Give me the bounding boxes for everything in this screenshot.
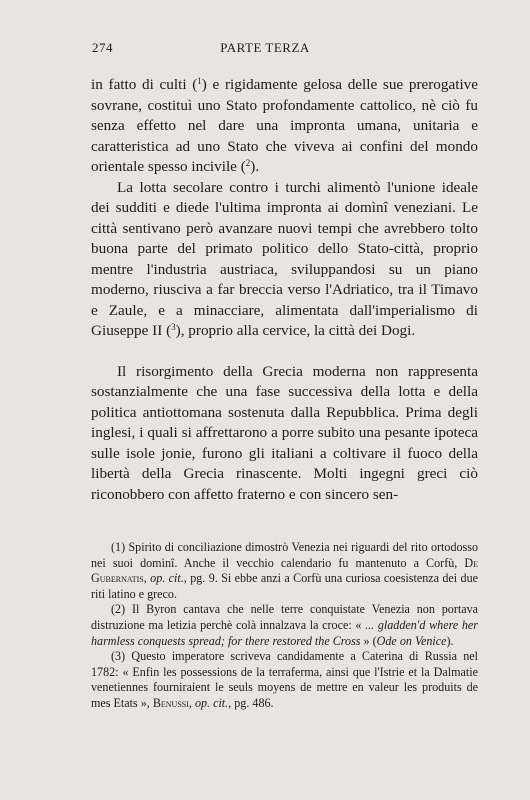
footnote-3 xyxy=(91,649,478,711)
footnote-2-work-title: Ode on Venice xyxy=(376,633,447,648)
main-text xyxy=(91,75,478,505)
footnote-ref-1: 1 xyxy=(197,76,202,86)
footnote-3-text-b: , xyxy=(188,695,195,710)
footnote-3-marker: (3) xyxy=(111,649,126,664)
paragraph-3: Il risorgimento della Grecia moderna non rappresenta sostanzialmente che una fase successiva della lotta e della politica antiottomana sostenuta dalla Repubblica. Prima degli inglesi, i quali si affrettarono a porre subito una pesante ipoteca sulle isole jonie, furono gli italiani a coltivare il fuoco della libertà della Grecia rinascente. Molti ingegni greci ciò riconobbero con affetto fraterno e con sincero sen- xyxy=(91,362,478,503)
footnote-1-text-a: Spirito di conciliazione dimostrò Venezia nei riguardi del rito ortodosso nei suoi domìnî. Anche il vecchio calendario fu mantenuto a Corfù, xyxy=(91,540,478,570)
p1-text-a: in fatto di culti ( xyxy=(91,76,198,93)
footnote-2-marker: (2) xyxy=(111,602,126,617)
p2-text-a: La lotta secolare contro i turchi alimentò l'unione ideale dei sudditi e diede l'ultima impronta ai domìnî veneziani. Le città sentivano però avanzare nuovi tempi che avrebbero tolto buona parte del primato politico dello Stato-città, proprio mentre l'industria austriaca, sviluppandosi su un piano moderno, riusciva a far breccia verso l'Adriatico, tra il Timavo e Zaule, e a minacciare, alimentata dall'imperialismo di Giuseppe II ( xyxy=(91,178,478,339)
footnote-2-quote: ... gladden'd where her harmless conquests spread; for there restored the Cross xyxy=(91,617,478,648)
footnote-1-text-b: , xyxy=(143,571,151,586)
footnote-3-text-c: , pg. 486. xyxy=(228,695,274,710)
page-number: 274 xyxy=(92,40,113,55)
footnote-1-marker: (1) xyxy=(111,540,126,554)
running-head: PARTE TERZA xyxy=(220,40,310,55)
footnote-2-text-b: » ( xyxy=(360,633,377,648)
footnote-ref-2: 2 xyxy=(245,158,251,168)
footnote-1-text-c: , pg. 9. Si ebbe anzi a Corfù una curiosa coesistenza dei due riti latino e greco. xyxy=(91,571,478,601)
footnote-2 xyxy=(91,602,478,649)
footnote-1 xyxy=(91,540,478,602)
footnote-2-text-a: Il Byron cantava che nelle terre conquistate Venezia non portava distruzione ma letizia perchè colà innalzava la croce: « xyxy=(91,602,478,632)
footnote-3-author: Benussi xyxy=(152,695,189,710)
footnote-1-author: De Gubernatis xyxy=(91,555,478,586)
footnote-1-opcit: op. cit. xyxy=(150,571,184,586)
page-header xyxy=(0,40,530,60)
p2-text-b: ), proprio alla cervice, la città dei Dogi. xyxy=(175,322,416,339)
p1-text-b: ) e rigidamente gelosa delle sue prerogative sovrane, costituì uno Stato profondamente cattolico, nè ciò fu senza effetto nel dare una impronta umana, unitaria e caratteristica ad uno Stato che viveva ai confini del mondo orientale spesso incivile ( xyxy=(91,76,479,175)
footnote-ref-3: 3 xyxy=(171,322,176,332)
p1-text-c: ). xyxy=(250,158,260,175)
footnote-2-text-c: ). xyxy=(446,633,454,648)
footnotes xyxy=(91,540,478,712)
footnote-3-opcit: op. cit. xyxy=(194,695,229,710)
paragraph-1 xyxy=(91,75,478,178)
paragraph-2 xyxy=(91,178,478,342)
footnote-3-text-a: Questo imperatore scriveva candidamente a Caterina di Russia nel 1782: « Enfin les possessions de la terraferma, ainsi que l'Istrie et la Dalmatie venetiennes fourniraient le seuls moyens de mettre en valeur les produits de mes Etats », xyxy=(91,649,478,710)
